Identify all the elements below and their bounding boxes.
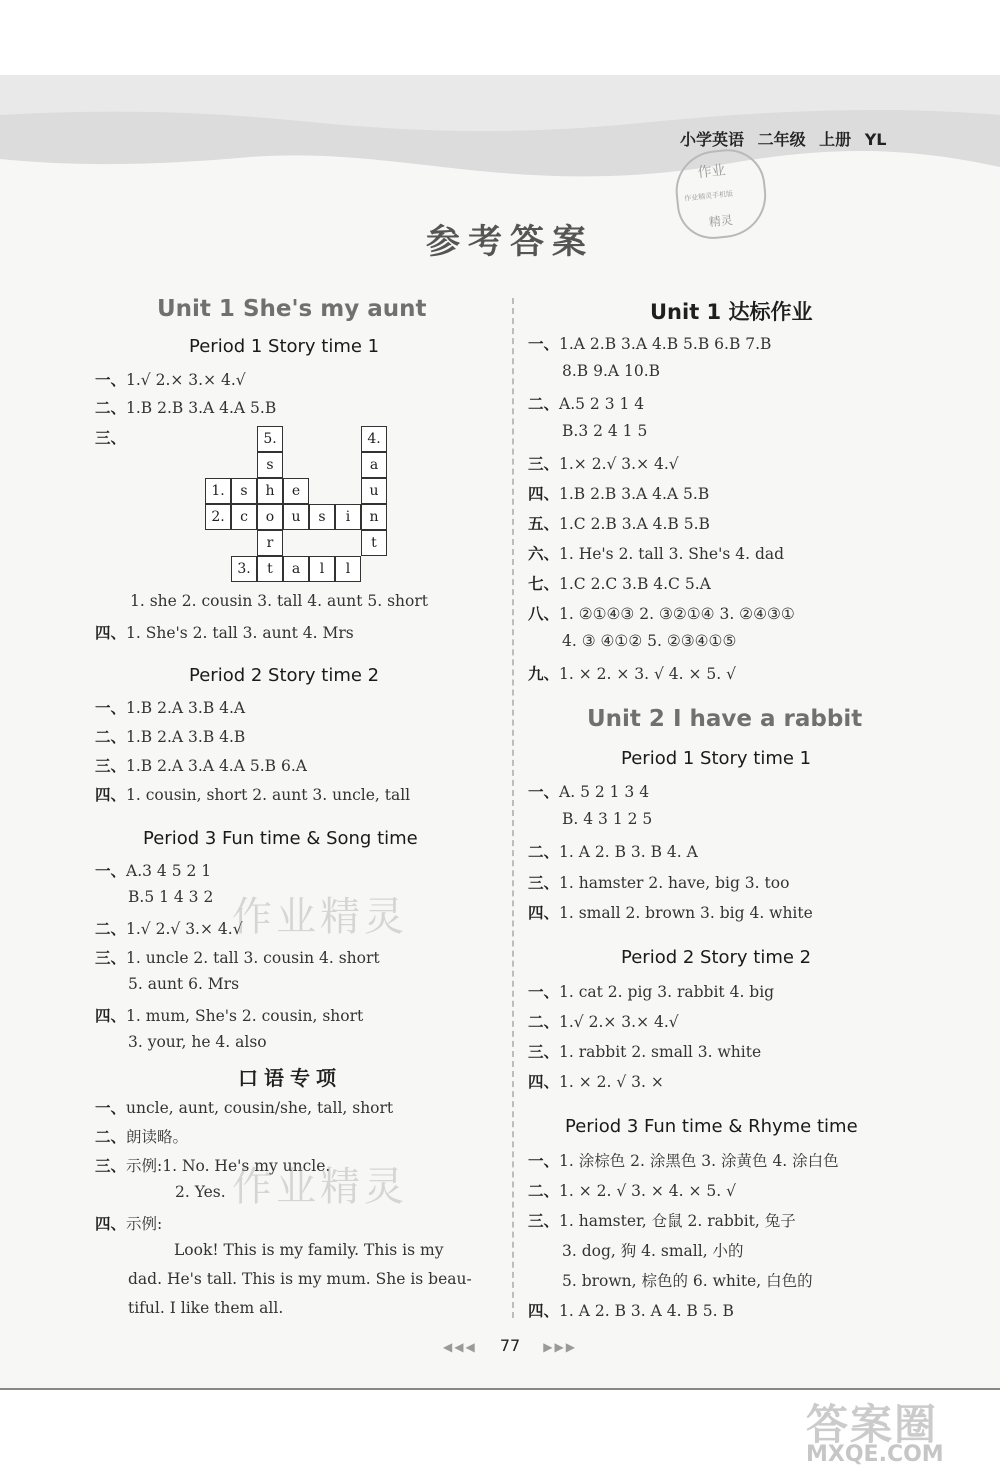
answer-line	[528, 332, 771, 354]
line-label: 四、	[528, 1073, 560, 1091]
line-label: 一、	[528, 983, 560, 1001]
answer-line	[128, 1033, 267, 1051]
line-label: 一、	[528, 335, 560, 353]
answer-line	[95, 368, 246, 390]
answer-line	[528, 1209, 796, 1231]
crossword-cell: r	[257, 530, 283, 556]
page-number	[0, 1336, 1000, 1355]
line-text: B.5 1 4 3 2	[128, 888, 214, 906]
page-title: 参考答案	[426, 222, 594, 262]
answer-line	[528, 452, 679, 474]
line-text: A.3 4 5 2 1	[126, 862, 212, 880]
unit1-test-title: Unit 1 达标作业	[650, 300, 813, 324]
line-text: 1. hamster, 仓鼠 2. rabbit, 兔子	[559, 1212, 796, 1230]
line-text: 1. He's 2. tall 3. She's 4. dad	[559, 545, 785, 563]
answer-line	[95, 396, 276, 418]
line-text: 1.B 2.A 3.A 4.A 5.B 6.A	[126, 757, 307, 775]
line-text: Look! This is my family. This is my	[174, 1241, 444, 1259]
unit2-period3-title: Period 3 Fun time & Rhyme time	[565, 1116, 858, 1137]
line-text: 4. ③ ④①② 5. ②③④①⑤	[562, 632, 737, 650]
crossword-words: 1. she 2. cousin 3. tall 4. aunt 5. short	[130, 592, 429, 610]
answer-line	[95, 621, 354, 643]
crossword-cell: t	[257, 556, 283, 582]
answer-line	[128, 975, 239, 993]
line-text: 1. She's 2. tall 3. aunt 4. Mrs	[126, 624, 354, 642]
unit1-period1-title: Period 1 Story time 1	[189, 336, 380, 357]
unit1-period2-title: Period 2 Story time 2	[189, 665, 380, 686]
line-text: 1.B 2.A 3.B 4.B	[126, 728, 246, 746]
line-text: 3. dog, 狗 4. small, 小的	[562, 1242, 744, 1260]
line-text: uncle, aunt, cousin/she, tall, short	[126, 1099, 394, 1117]
line-text: B.3 2 4 1 5	[562, 422, 648, 440]
line-text: B. 4 3 1 2 5	[562, 810, 653, 828]
line-label: 三、	[95, 949, 127, 967]
line-label: 二、	[95, 1128, 127, 1146]
line-label: 二、	[528, 1013, 560, 1031]
answer-line	[528, 542, 784, 564]
answer-line	[95, 917, 243, 939]
line-text: 1. × 2. √ 3. ×	[559, 1073, 664, 1091]
answer-line	[528, 602, 795, 624]
line-label: 三、	[95, 1157, 127, 1175]
line-label: 二、	[95, 728, 127, 746]
crossword-cell: n	[361, 504, 387, 530]
line-text: 1.C 2.C 3.B 4.C 5.A	[559, 575, 711, 593]
unit2-title: Unit 2 I have a rabbit	[587, 706, 863, 732]
line-text: 1.√ 2.× 3.× 4.√	[559, 1013, 679, 1031]
answer-line	[528, 1179, 736, 1201]
answer-line	[128, 1270, 472, 1288]
book-meta: 小学英语 二年级 上册 YL	[680, 130, 887, 149]
column-divider	[512, 298, 514, 1318]
answer-line	[562, 362, 660, 380]
unit1-period3-title: Period 3 Fun time & Song time	[143, 828, 418, 849]
crossword-cell: s	[309, 504, 335, 530]
line-label: 三、	[528, 1043, 560, 1061]
line-label: 三、	[95, 429, 127, 447]
answer-line	[528, 980, 774, 1002]
next-arrows-icon: ▶▶▶	[543, 1340, 577, 1354]
crossword-cell: l	[335, 556, 361, 582]
crossword-cell: a	[361, 452, 387, 478]
answer-line	[95, 783, 410, 805]
line-text: 1.A 2.B 3.A 4.B 5.B 6.B 7.B	[559, 335, 772, 353]
line-text: 1. hamster 2. have, big 3. too	[559, 874, 790, 892]
line-text: 1. mum, She's 2. cousin, short	[126, 1007, 364, 1025]
answer-line	[174, 1241, 443, 1259]
crossword-cell: h	[257, 478, 283, 504]
line-label: 一、	[95, 862, 127, 880]
line-text: 1. cat 2. pig 3. rabbit 4. big	[559, 983, 775, 1001]
line-label: 四、	[528, 904, 560, 922]
line-label: 二、	[528, 1182, 560, 1200]
line-text: 1.√ 2.× 3.× 4.√	[126, 371, 246, 389]
unit1-title: Unit 1 She's my aunt	[157, 296, 427, 322]
answer-line	[95, 1212, 162, 1234]
line-label: 五、	[528, 515, 560, 533]
line-label: 七、	[528, 575, 560, 593]
answer-line	[95, 696, 245, 718]
answer-line	[528, 512, 710, 534]
line-text: 1.× 2.√ 3.× 4.√	[559, 455, 679, 473]
line-text: 5. aunt 6. Mrs	[128, 975, 240, 993]
stamp-text-top: 作业	[696, 162, 727, 182]
line-text: 1. × 2. × 3. √ 4. × 5. √	[559, 665, 737, 683]
answer-line	[528, 1070, 664, 1092]
crossword-cell: o	[257, 504, 283, 530]
crossword-cell: 2.	[205, 504, 231, 530]
crossword-cell: e	[283, 478, 309, 504]
line-text: 1.B 2.A 3.B 4.A	[126, 699, 246, 717]
line-label: 四、	[528, 485, 560, 503]
line-label: 三、	[528, 455, 560, 473]
answer-line	[95, 1004, 363, 1026]
line-text: 1. 涂棕色 2. 涂黑色 3. 涂黄色 4. 涂白色	[559, 1152, 839, 1170]
unit2-period2-title: Period 2 Story time 2	[621, 947, 812, 968]
line-label: 三、	[528, 1212, 560, 1230]
line-text: A.5 2 3 1 4	[559, 395, 645, 413]
line-text: 1.C 2.B 3.A 4.B 5.B	[559, 515, 710, 533]
line-text: 示例:	[126, 1215, 163, 1233]
line-label: 一、	[95, 699, 127, 717]
unit2-period1-title: Period 1 Story time 1	[621, 748, 812, 769]
answer-line	[95, 426, 126, 448]
watermark: 作业精灵	[232, 894, 408, 940]
answer-line	[528, 392, 644, 414]
line-text: 1.B 2.B 3.A 4.A 5.B	[559, 485, 710, 503]
line-text: 1. A 2. B 3. A 4. B 5. B	[559, 1302, 734, 1320]
answer-line	[175, 1183, 226, 1201]
prev-arrows-icon: ◀◀◀	[443, 1340, 477, 1354]
answer-line	[528, 1299, 734, 1321]
answer-line	[528, 840, 698, 862]
crossword-cell: s	[231, 478, 257, 504]
line-label: 四、	[95, 786, 127, 804]
line-text: dad. He's tall. This is my mum. She is beau-	[128, 1270, 472, 1288]
answer-line	[95, 859, 211, 881]
line-text: A. 5 2 1 3 4	[559, 783, 650, 801]
line-text: 示例:1. No. He's my uncle.	[126, 1157, 331, 1175]
crossword-cell: s	[257, 452, 283, 478]
line-text: 1.B 2.B 3.A 4.A 5.B	[126, 399, 277, 417]
line-label: 六、	[528, 545, 560, 563]
stamp-text-bottom: 精灵	[708, 212, 734, 230]
answer-line	[562, 810, 652, 828]
line-label: 三、	[95, 757, 127, 775]
line-label: 四、	[95, 624, 127, 642]
line-label: 一、	[528, 783, 560, 801]
crossword-cell: t	[361, 530, 387, 556]
line-label: 二、	[95, 399, 127, 417]
line-text: 1. rabbit 2. small 3. white	[559, 1043, 762, 1061]
crossword-cell: u	[361, 478, 387, 504]
watermark: 作业精灵	[232, 1164, 408, 1210]
line-label: 八、	[528, 605, 560, 623]
answer-line	[528, 901, 813, 923]
answer-line	[562, 422, 647, 440]
line-label: 一、	[95, 371, 127, 389]
answer-line	[528, 780, 649, 802]
line-text: 1.√ 2.√ 3.× 4.√	[126, 920, 243, 938]
answer-line	[95, 1096, 393, 1118]
answer-line	[528, 1040, 761, 1062]
line-text: 1. ②①④③ 2. ③②①④ 3. ②④③①	[559, 605, 795, 623]
line-label: 一、	[528, 1152, 560, 1170]
answer-line	[562, 632, 736, 650]
oral-section-title: 口语专项	[238, 1066, 342, 1090]
line-label: 九、	[528, 665, 560, 683]
line-label: 一、	[95, 1099, 127, 1117]
top-margin	[0, 0, 1000, 75]
crossword-cell: 1.	[205, 478, 231, 504]
crossword-cell: i	[335, 504, 361, 530]
answer-line	[528, 1149, 839, 1171]
answer-line	[95, 946, 380, 968]
crossword-cell: a	[283, 556, 309, 582]
line-label: 四、	[95, 1215, 127, 1233]
site-url: MXQE.COM	[806, 1442, 944, 1467]
answer-line	[528, 662, 736, 684]
crossword-cell: l	[309, 556, 335, 582]
answer-line	[562, 1269, 813, 1291]
answer-line	[128, 888, 213, 906]
crossword-cell: 5.	[257, 426, 283, 452]
answer-line	[95, 725, 245, 747]
crossword-grid	[205, 426, 385, 582]
stamp-text-middle: 作业精灵手机版	[683, 189, 734, 203]
answer-line	[528, 871, 789, 893]
line-text: 5. brown, 棕色的 6. white, 白色的	[562, 1272, 813, 1290]
line-text: 3. your, he 4. also	[128, 1033, 267, 1051]
line-label: 四、	[95, 1007, 127, 1025]
line-label: 二、	[528, 843, 560, 861]
crossword-cell: c	[231, 504, 257, 530]
line-label: 四、	[528, 1302, 560, 1320]
answer-line	[528, 1010, 679, 1032]
line-text: 8.B 9.A 10.B	[562, 362, 661, 380]
line-text: tiful. I like them all.	[128, 1299, 284, 1317]
line-label: 三、	[528, 874, 560, 892]
crossword-cell: 3.	[231, 556, 257, 582]
answer-line	[528, 482, 709, 504]
answer-line	[95, 1125, 188, 1147]
answer-line	[128, 1299, 283, 1317]
line-text: 2. Yes.	[175, 1183, 226, 1201]
crossword-cell: u	[283, 504, 309, 530]
line-text: 1. A 2. B 3. B 4. A	[559, 843, 698, 861]
line-text: 1. small 2. brown 3. big 4. white	[559, 904, 813, 922]
line-text: 1. × 2. √ 3. × 4. × 5. √	[559, 1182, 737, 1200]
site-logo: 答案圈	[806, 1400, 939, 1449]
answer-line	[562, 1239, 744, 1261]
line-text: 朗读略。	[126, 1128, 189, 1146]
line-label: 二、	[95, 920, 127, 938]
line-label: 二、	[528, 395, 560, 413]
answer-line	[528, 572, 711, 594]
line-text: 1. uncle 2. tall 3. cousin 4. short	[126, 949, 380, 967]
answer-line	[95, 754, 307, 776]
line-text: 1. cousin, short 2. aunt 3. uncle, tall	[126, 786, 411, 804]
crossword-cell: 4.	[361, 426, 387, 452]
page-number-text: 77	[499, 1336, 521, 1355]
